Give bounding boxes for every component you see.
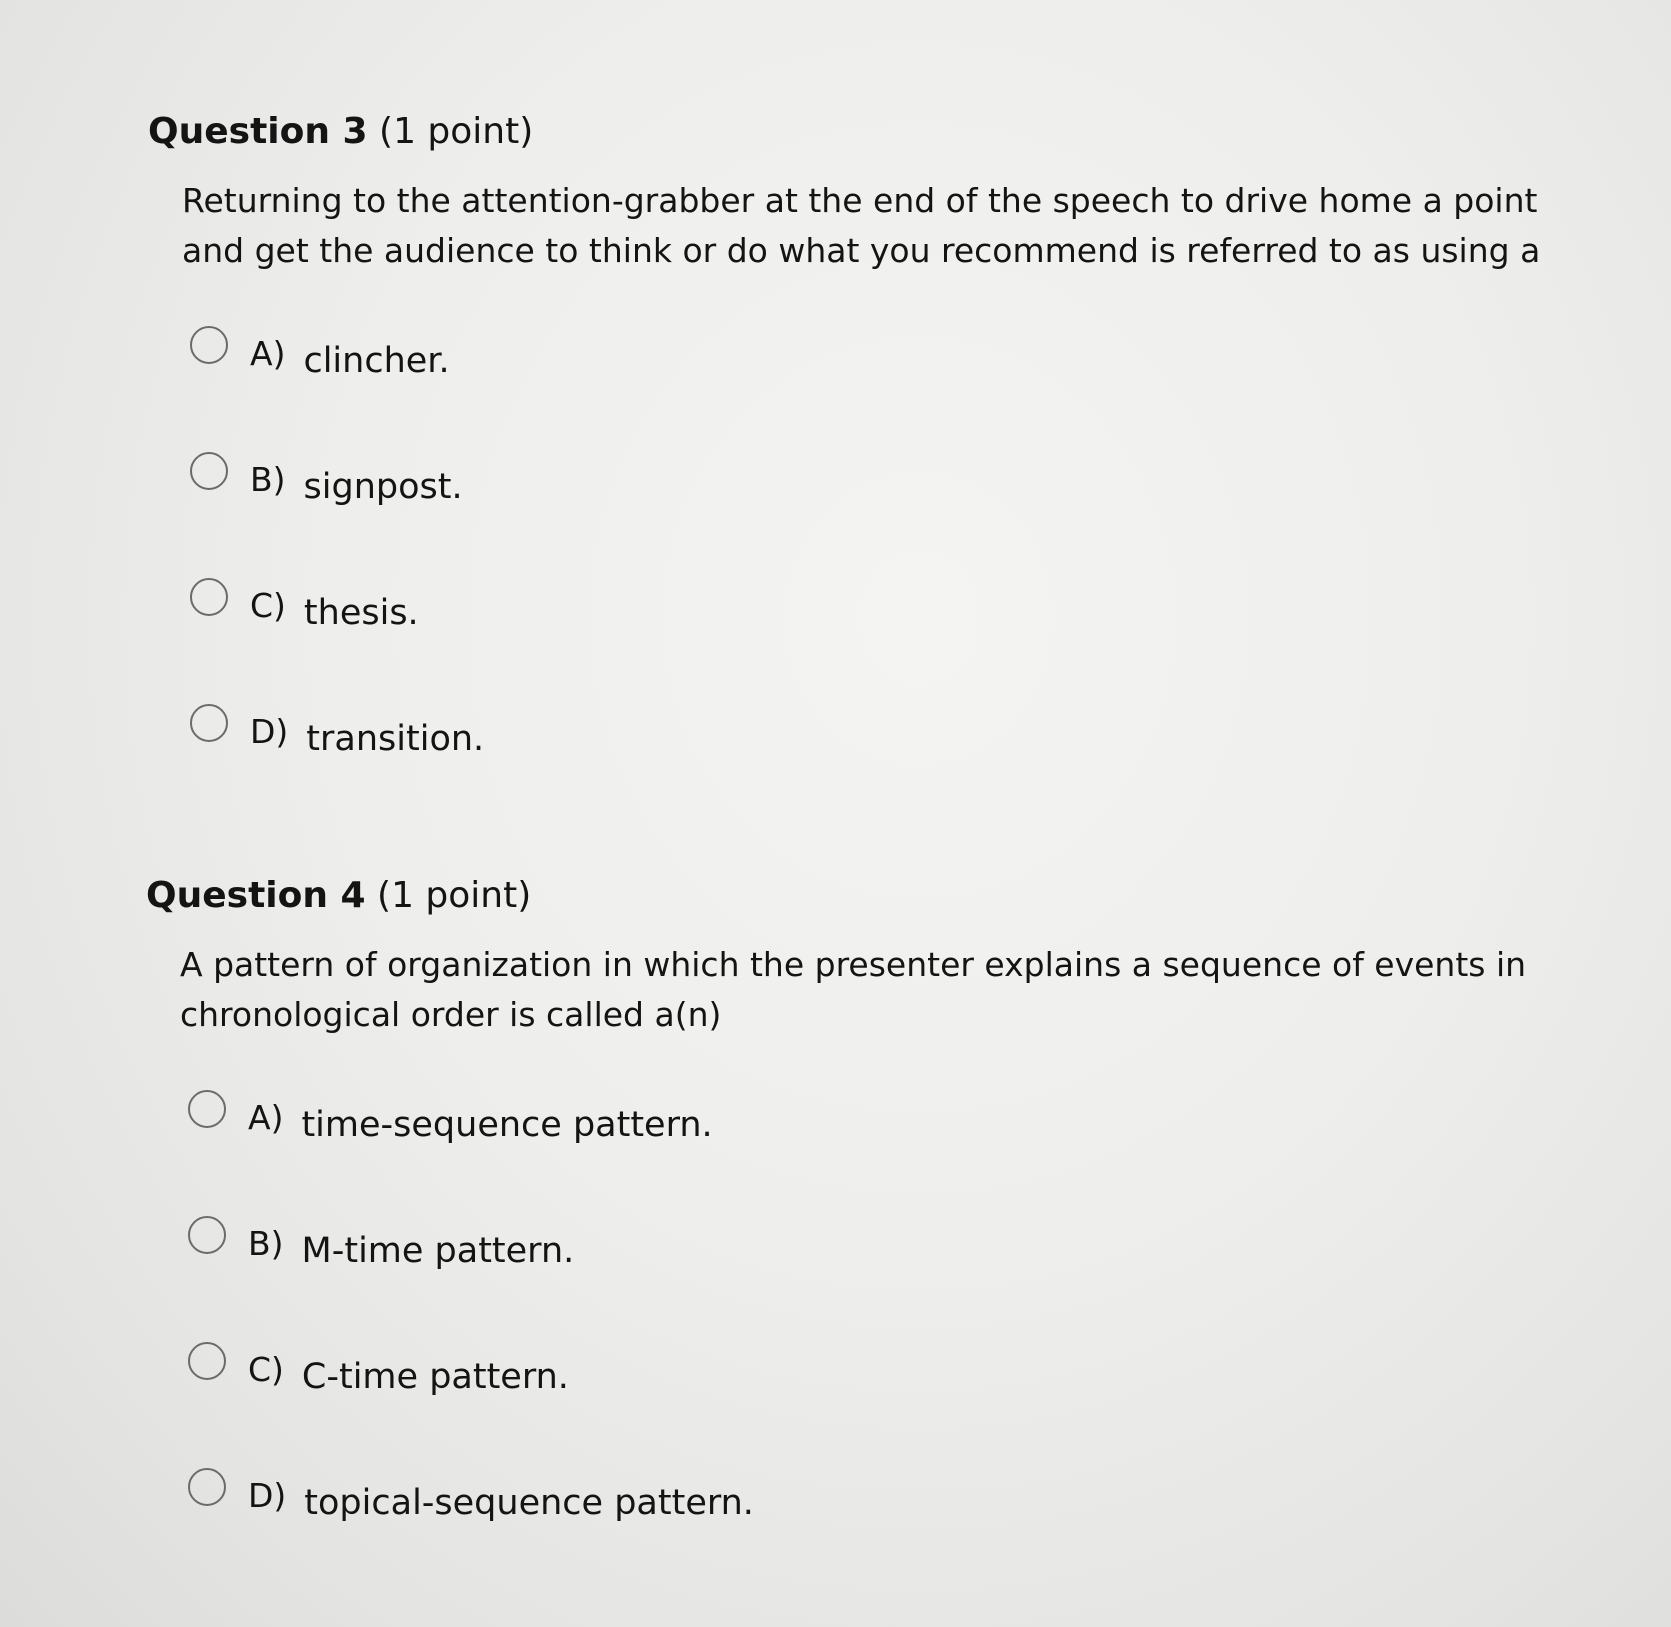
option-text: topical-sequence pattern.	[304, 1483, 754, 1523]
question-prompt: A pattern of organization in which the presenter explains a sequence of events in chronological order is called a(n)	[180, 945, 1527, 1034]
option-letter: D)	[250, 711, 289, 751]
radio-button[interactable]	[188, 1216, 226, 1254]
option-letter: B)	[248, 1223, 284, 1263]
question-title: Question 4	[146, 875, 366, 916]
question-prompt: Returning to the attention-grabber at the end of the speech to drive home a point and get the audience to think or do what you recommend is referred to as using a	[182, 181, 1541, 270]
option-letter: C)	[248, 1349, 284, 1389]
option-letter: A)	[250, 333, 286, 373]
option-text: clincher.	[303, 341, 450, 381]
question-heading	[148, 108, 1548, 156]
option-b[interactable]	[190, 444, 1548, 520]
option-letter: C)	[250, 585, 286, 625]
option-text: thesis.	[303, 593, 419, 633]
option-text: transition.	[306, 719, 485, 759]
option-text: time-sequence pattern.	[301, 1105, 713, 1145]
question-4	[146, 872, 1546, 1586]
option-a[interactable]	[190, 318, 1548, 394]
option-c[interactable]	[190, 570, 1548, 646]
option-d[interactable]	[188, 1460, 1546, 1536]
answer-options	[188, 1082, 1546, 1536]
radio-button[interactable]	[190, 578, 228, 616]
question-3	[148, 108, 1548, 822]
option-letter: B)	[250, 459, 286, 499]
option-c[interactable]	[188, 1334, 1546, 1410]
question-points: (1 point)	[379, 111, 534, 152]
option-text: signpost.	[303, 467, 463, 507]
option-b[interactable]	[188, 1208, 1546, 1284]
radio-button[interactable]	[190, 326, 228, 364]
option-letter: A)	[248, 1097, 284, 1137]
option-d[interactable]	[190, 696, 1548, 772]
question-heading	[146, 872, 1546, 920]
question-title: Question 3	[148, 111, 368, 152]
radio-button[interactable]	[188, 1342, 226, 1380]
answer-options	[190, 318, 1548, 772]
option-letter: D)	[248, 1475, 287, 1515]
option-text: C-time pattern.	[301, 1357, 569, 1397]
option-text: M-time pattern.	[301, 1231, 575, 1271]
option-a[interactable]	[188, 1082, 1546, 1158]
radio-button[interactable]	[190, 452, 228, 490]
radio-button[interactable]	[190, 704, 228, 742]
radio-button[interactable]	[188, 1090, 226, 1128]
question-points: (1 point)	[377, 875, 532, 916]
radio-button[interactable]	[188, 1468, 226, 1506]
